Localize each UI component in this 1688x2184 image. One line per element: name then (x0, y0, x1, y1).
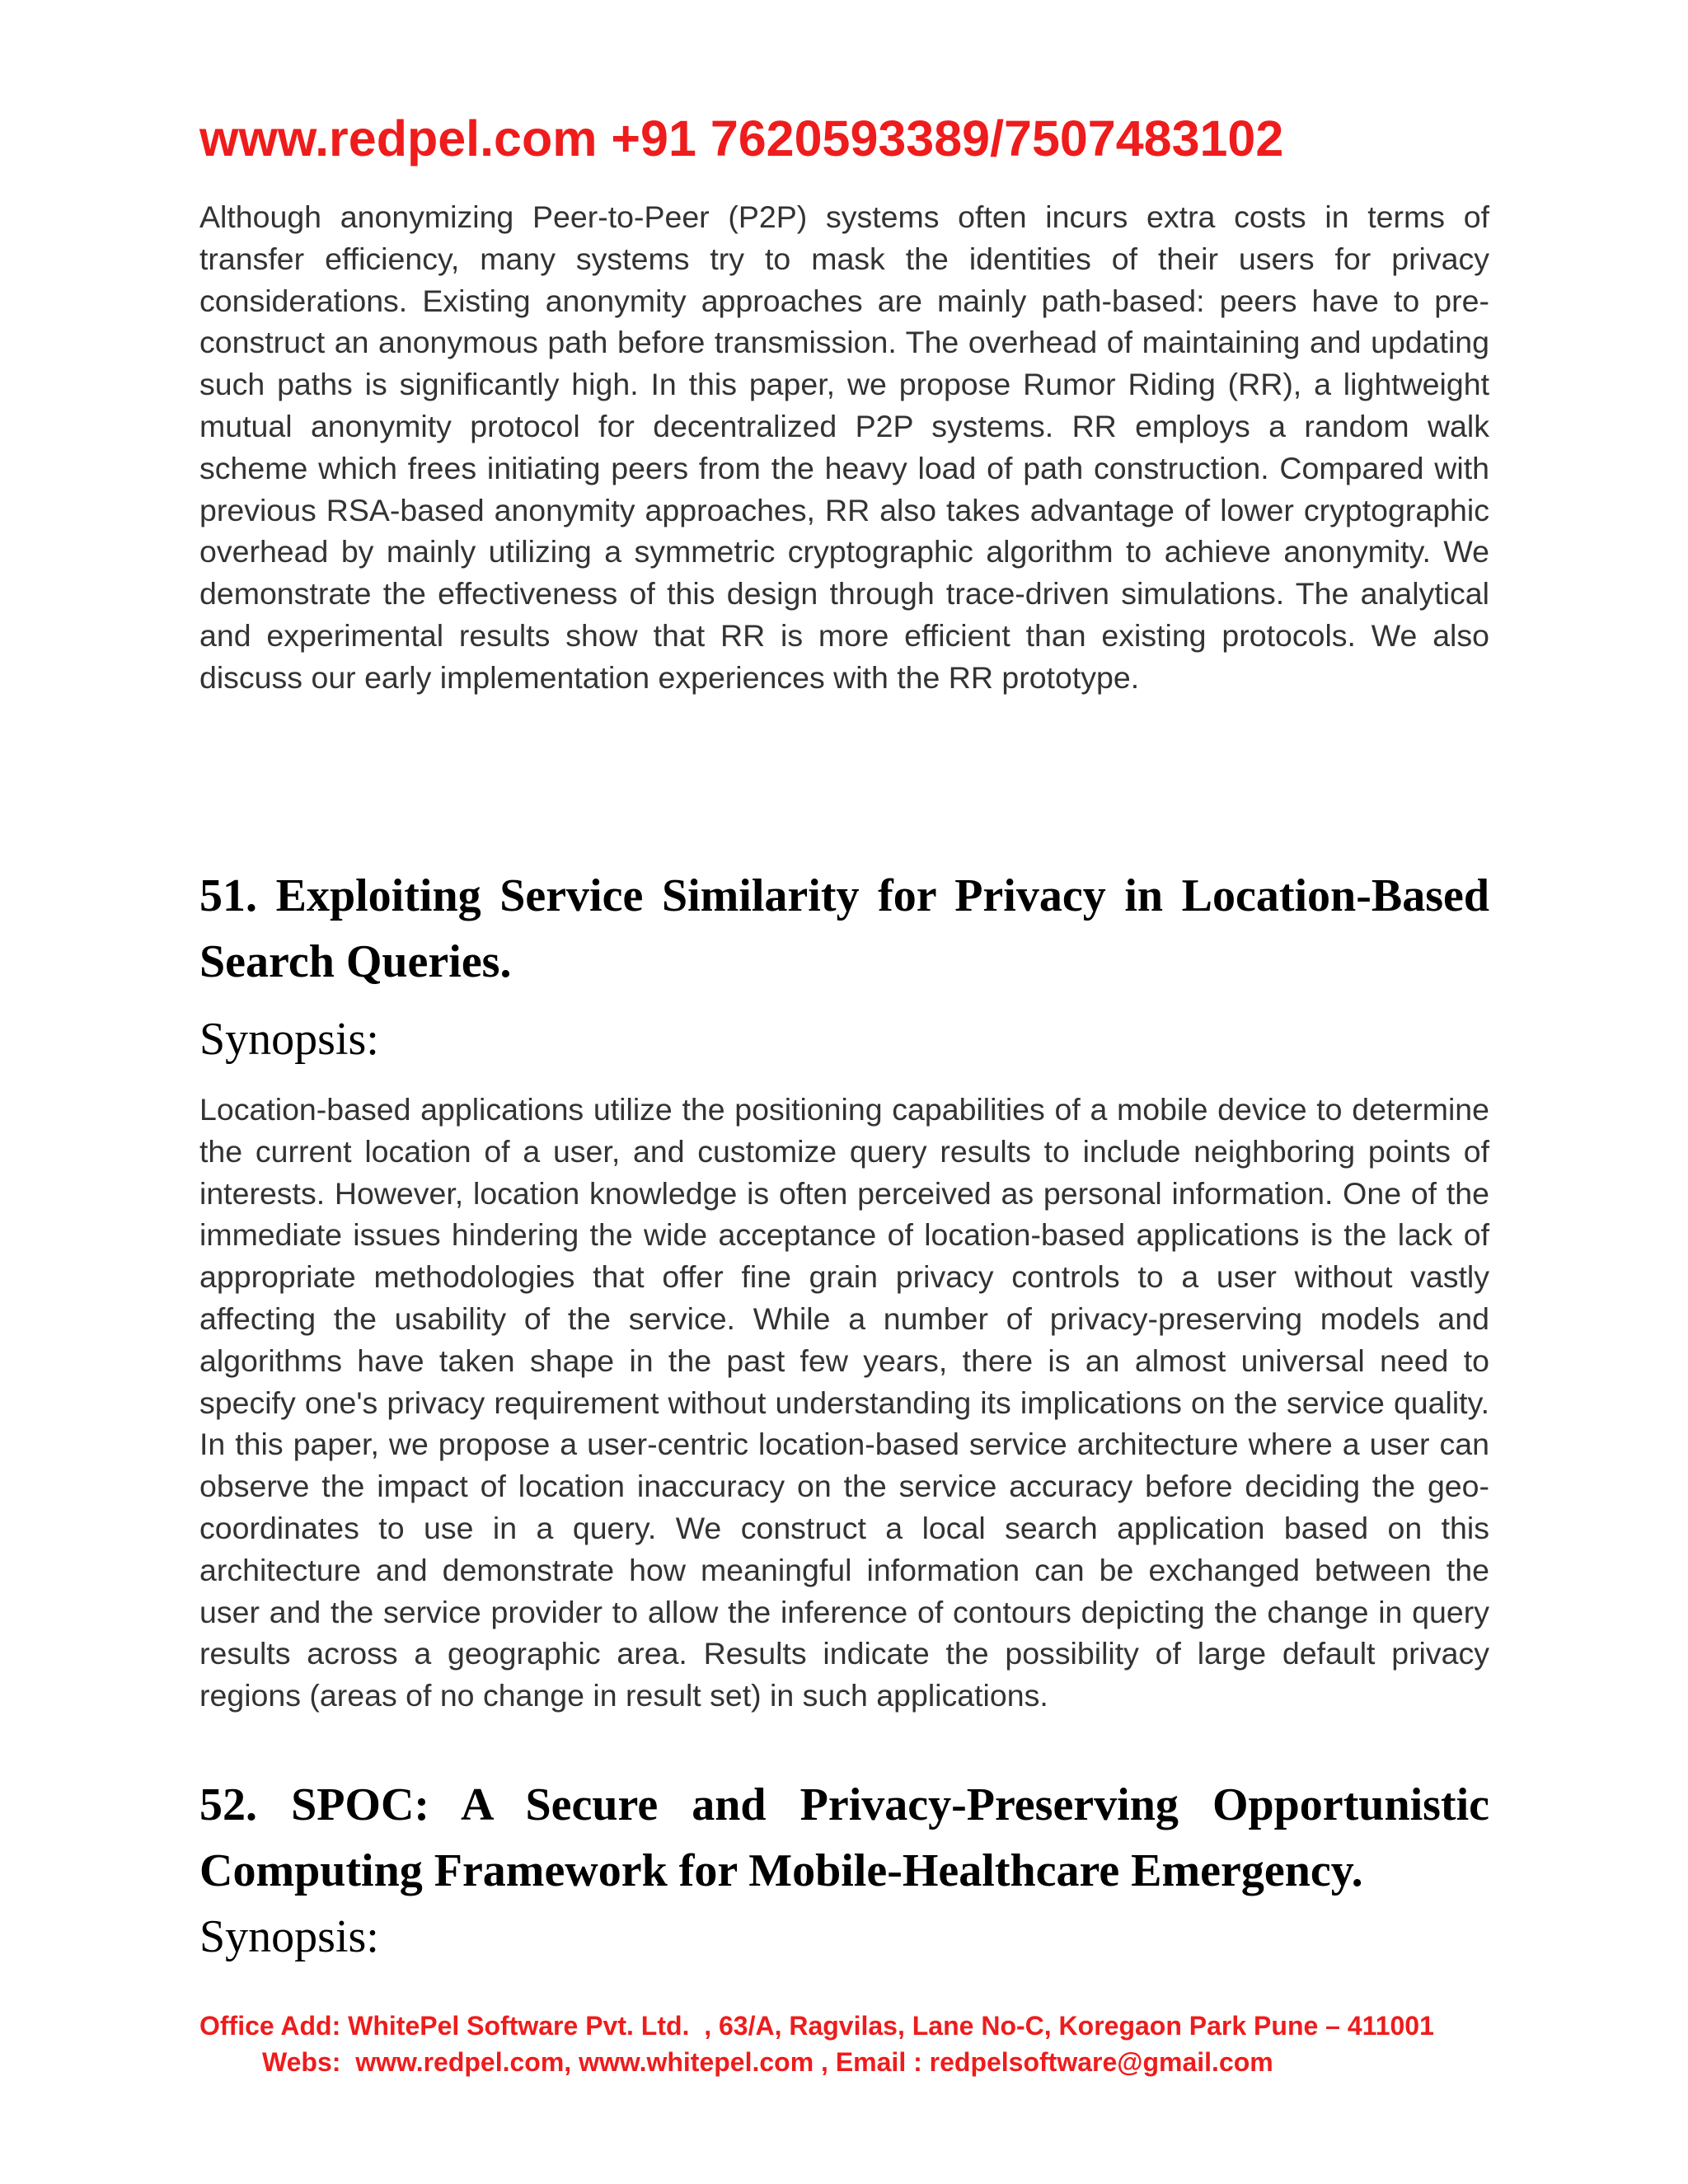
section-title: 51. Exploiting Service Similarity for Privacy in Location-Based Search Queries. (199, 870, 1489, 987)
contact-header: www.redpel.com +91 7620593389/7507483102 (199, 110, 1284, 166)
abstract-paragraph: Although anonymizing Peer-to-Peer (P2P) systems often incurs extra costs in terms of transfer efficiency, many systems try to mask the identities of their users for privacy considerations. Existing anonymity approaches are mainly path-based: peers have to pre-construct an anonymous path before transmission. The overhead of maintaining and updating such paths is significantly high. In this paper, we propose Rumor Riding (RR), a lightweight mutual anonymity protocol for decentralized P2P systems. RR employs a random walk scheme which frees initiating peers from the heavy load of path construction. Compared with previous RSA-based anonymity approaches, RR also takes advantage of lower cryptographic overhead by mainly utilizing a symmetric cryptographic algorithm to achieve anonymity. We demonstrate the effectiveness of this design through trace-driven simulations. The analytical and experimental results show that RR is more efficient than existing protocols. We also discuss our early implementation experiences with the RR prototype. (199, 199, 1489, 695)
footer-address: Office Add: WhitePel Software Pvt. Ltd. , 63/A, Ragvilas, Lane No-C, Koregaon Park Pune – 411001 (199, 2011, 1434, 2041)
section-52 (199, 1772, 1489, 1970)
synopsis-label: Synopsis: (199, 1911, 379, 1962)
section-title: 52. SPOC: A Secure and Privacy-Preserving Opportunistic Computing Framework for Mobile-Healthcare Emergency. (199, 1779, 1489, 1896)
synopsis-paragraph: Location-based applications utilize the positioning capabilities of a mobile device to determine the current location of a user, and customize query results to include neighboring points of interests. However, location knowledge is often perceived as personal information. One of the immediate issues hindering the wide acceptance of location-based applications is the lack of appropriate methodologies that offer fine grain privacy controls to a user without vastly affecting the usability of the service. While a number of privacy-preserving models and algorithms have taken shape in the past few years, there is an almost universal need to specify one's privacy requirement without understanding its implications on the service quality. In this paper, we propose a user-centric location-based service architecture where a user can observe the impact of location inaccuracy on the service accuracy before deciding the geo-coordinates to use in a query. We construct a local search application based on this architecture and demonstrate how meaningful information can be exchanged between the user and the service provider to allow the inference of contours depicting the change in query results across a geographic area. Results indicate the possibility of large default privacy regions (areas of no change in result set) in such applications. (199, 1092, 1489, 1713)
footer-websites-email: Webs: www.redpel.com, www.whitepel.com , Email : redpelsoftware@gmail.com (262, 2047, 1273, 2077)
synopsis-label: Synopsis: (199, 1014, 379, 1065)
abstract-block (199, 196, 1489, 699)
section-51 (199, 863, 1489, 1717)
